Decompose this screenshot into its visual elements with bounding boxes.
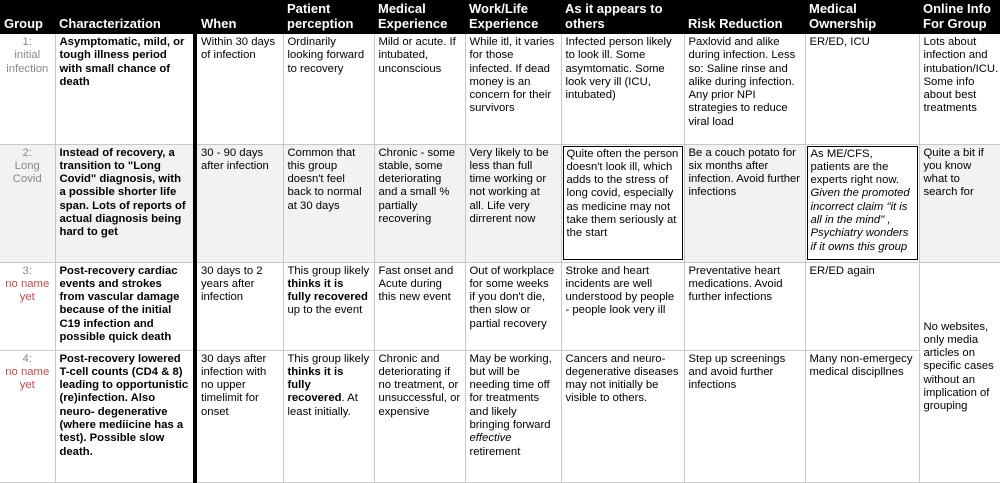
appears-cell xyxy=(561,144,684,262)
medical-cell: Fast onset and Acute during this new event xyxy=(374,262,465,350)
group-cell xyxy=(0,262,55,350)
appears-cell: Cancers and neuro-degenerative diseases may not initially be visible to others. xyxy=(561,350,684,482)
group-name: initial infection xyxy=(6,49,49,75)
medical-cell: Chronic and deteriorating if no treatment, or unsuccessful, or expensive xyxy=(374,350,465,482)
ownership-cell xyxy=(805,144,919,262)
ownership-cell: Many non-emergecy medical discipllnes xyxy=(805,350,919,482)
group-cell xyxy=(0,350,55,482)
when-cell: 30 - 90 days after infection xyxy=(195,144,283,262)
perception-cell: Common that this group doesn't feel back to normal at 30 days xyxy=(283,144,374,262)
perception-cell xyxy=(283,350,374,482)
risk-cell: Step up screenings and avoid further infections xyxy=(684,350,805,482)
work-text-a: May be working, but will be needing time off for treatments and likely bringing forward xyxy=(469,352,552,431)
perception-text-a: This group likely xyxy=(287,264,370,277)
when-cell: 30 days to 2 years after infection xyxy=(195,262,283,350)
ownership-plain-text: As ME/CFS, patients are the experts right now. xyxy=(810,147,900,187)
risk-cell: Paxlovid and alike during infection. Less so: Saline rinse and alike during infection. Any prior NPI strategies to reduce viral load xyxy=(684,34,805,144)
ownership-cell: ER/ED, ICU xyxy=(805,34,919,144)
perception-text-a: This group likely xyxy=(287,352,370,365)
group-number: 3: xyxy=(22,264,32,277)
header-medical-experience: Medical Experience xyxy=(374,0,465,34)
appears-cell: Stroke and heart incidents are well understood by people - people look very ill xyxy=(561,262,684,350)
appears-box: Quite often the person doesn't look ill, which adds to the stress of long covid, especially as medicine may not take them seriously at the start xyxy=(563,146,683,260)
perception-cell: Ordinarily looking forward to recovery xyxy=(283,34,374,144)
characterization-cell: Instead of recovery, a transition to "Long Covid" diagnosis, with a possible shorter life span. Lots of reports of actual diagnosis being hard to get xyxy=(55,144,195,262)
ownership-cell: ER/ED again xyxy=(805,262,919,350)
work-cell: Very likely to be less than full time working or not working at all. Life very dirrerent now xyxy=(465,144,561,262)
header-when: When xyxy=(195,0,283,34)
table-row xyxy=(0,34,1000,144)
medical-cell: Mild or acute. If intubated, unconscious xyxy=(374,34,465,144)
appears-cell: Infected person likely to look ill. Some asymtomatic. Some look very ill (ICU, intubated) xyxy=(561,34,684,144)
online-cell: Quite a bit if you know what to search for xyxy=(919,144,1000,262)
header-patient-perception: Patient perception xyxy=(283,0,374,34)
group-name: Long Covid xyxy=(12,159,42,186)
header-online: Online Info For Group xyxy=(919,0,1000,34)
header-risk: Risk Reduction xyxy=(684,0,805,34)
work-text-c: retirement xyxy=(469,445,521,458)
table-row xyxy=(0,262,1000,350)
group-number: 2: xyxy=(22,146,32,159)
when-cell: Within 30 days of infection xyxy=(195,34,283,144)
work-cell: While itl, it varies for those infected. If dead money is an concern for their survivors xyxy=(465,34,561,144)
table-row xyxy=(0,144,1000,262)
online-text: No websites, only media articles on specific cases without an implication of grouping xyxy=(923,320,994,413)
medical-cell: Chronic - some stable, some deteriorating and a small % partially recovering xyxy=(374,144,465,262)
table-row xyxy=(0,350,1000,482)
header-row xyxy=(0,0,1000,34)
group-name: no name yet xyxy=(5,277,50,304)
group-number: 4: xyxy=(22,352,32,365)
perception-text-bold: thinks it is fully recovered xyxy=(287,277,368,304)
characterization-cell: Post-recovery lowered T-cell counts (CD4 & 8) leading to opportunistic (re)infection. Also neuro- degenerative (where mediicine has a test). Possible slow death. xyxy=(55,350,195,482)
characterization-cell: Post-recovery cardiac events and strokes from vascular damage because of the initial C19 infection and possible quick death xyxy=(55,262,195,350)
risk-cell: Be a couch potato for six months after infection. Avoid further infections xyxy=(684,144,805,262)
when-cell: 30 days after infection with no upper timelimit for onset xyxy=(195,350,283,482)
risk-cell: Preventative heart medications. Avoid further infections xyxy=(684,262,805,350)
online-cell: Lots about infection and intubation/ICU. Some info about best treatments xyxy=(919,34,1000,144)
ownership-box xyxy=(807,146,918,260)
header-work-life: Work/Life Experience xyxy=(465,0,561,34)
online-cell xyxy=(919,262,1000,482)
header-characterization: Characterization xyxy=(55,0,195,34)
work-cell: Out of workplace for some weeks if you don't die, then slow or partial recovery xyxy=(465,262,561,350)
perception-cell xyxy=(283,262,374,350)
perception-text-c: . At least initially. xyxy=(287,392,358,418)
work-text-italic: effective xyxy=(469,432,512,445)
work-cell xyxy=(465,350,561,482)
perception-text-c: up to the event xyxy=(287,304,363,317)
group-cell xyxy=(0,34,55,144)
perception-text-bold: thinks it is fully recovered xyxy=(287,365,344,405)
ownership-italic-text: Given the promoted incorrect claim "it is all in the mind" , Psychiatry wonders if it owns this group xyxy=(810,187,910,253)
characterization-cell: Asymptomatic, mild, or tough illness period with small chance of death xyxy=(55,34,195,144)
group-name: no name yet xyxy=(5,365,50,392)
header-group: Group xyxy=(0,0,55,34)
group-cell xyxy=(0,144,55,262)
group-number: 1: xyxy=(22,36,32,48)
header-appears: As it appears to others xyxy=(561,0,684,34)
header-ownership: Medical Ownership xyxy=(805,0,919,34)
